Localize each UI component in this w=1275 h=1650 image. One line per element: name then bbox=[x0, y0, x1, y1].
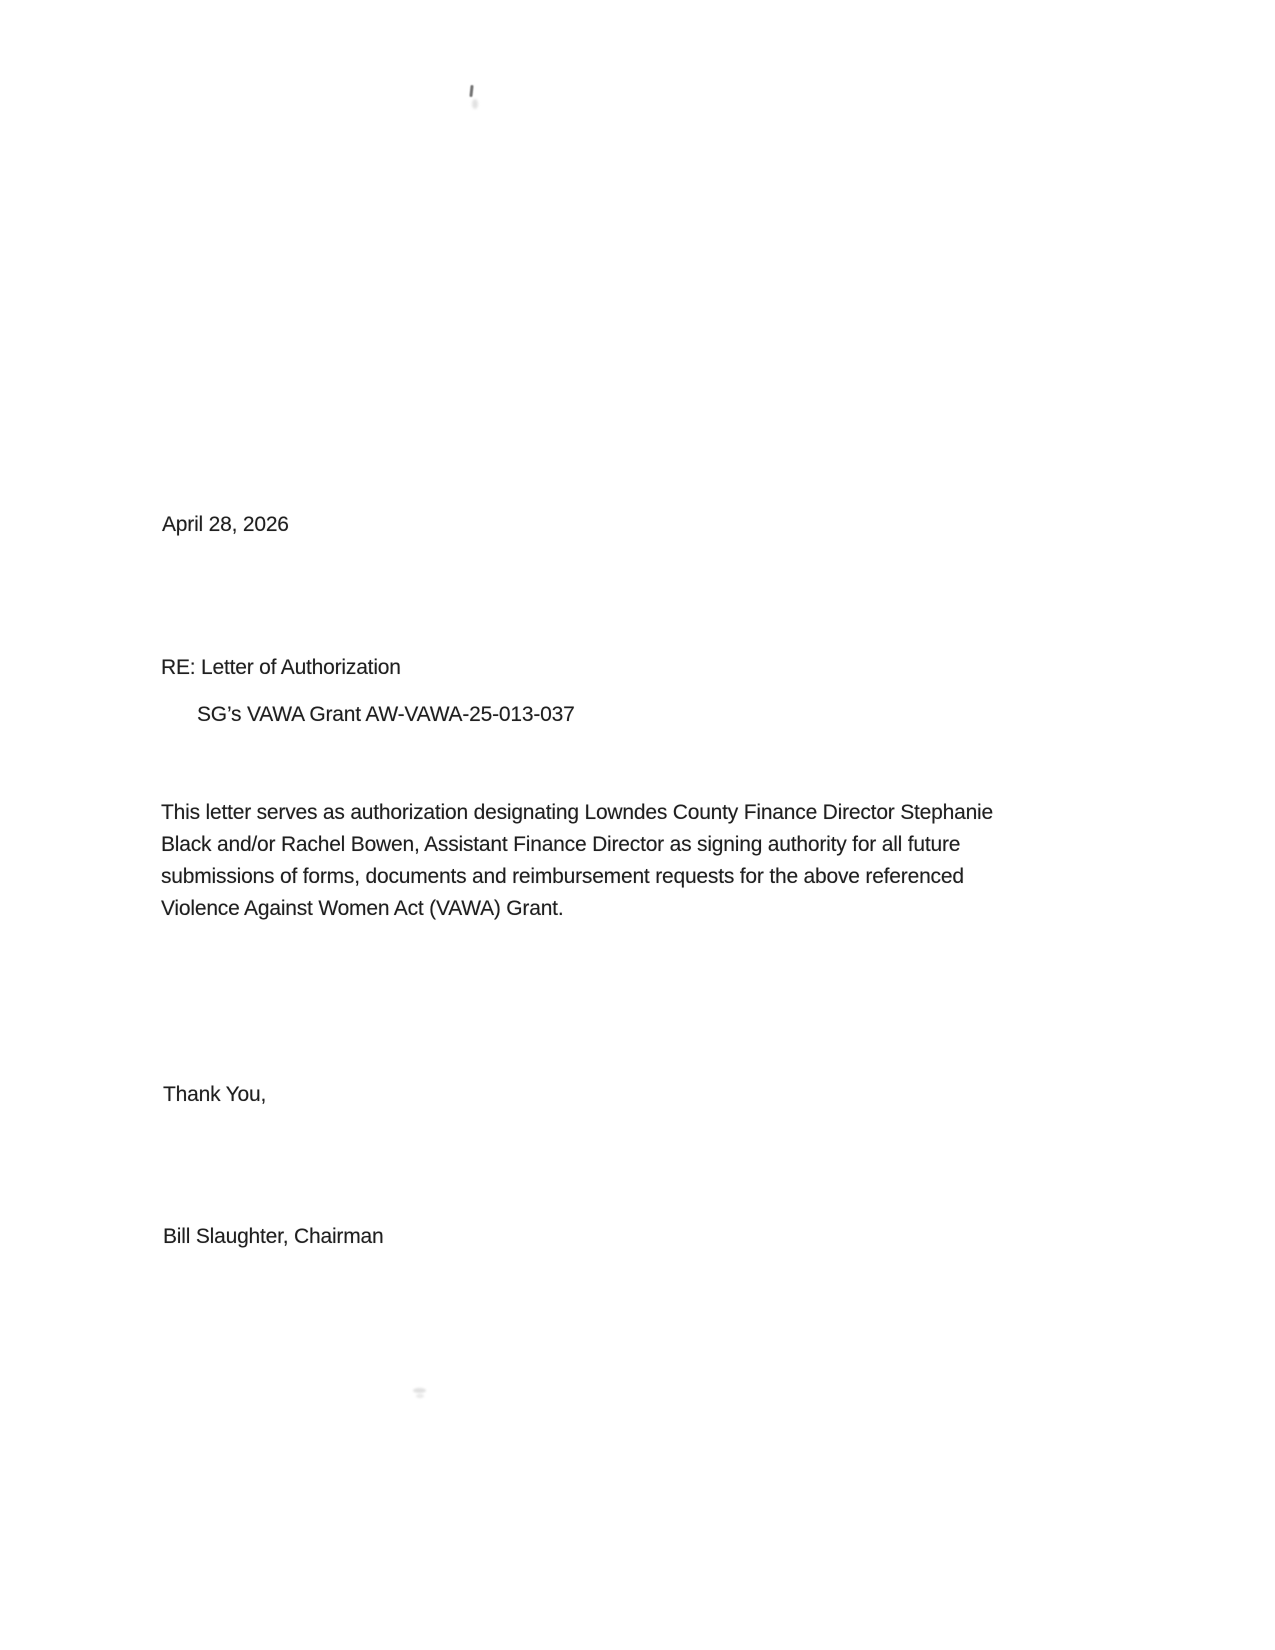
letter-date: April 28, 2026 bbox=[162, 513, 289, 536]
scan-speck-shadow-artifact bbox=[472, 99, 478, 109]
scan-smudge-artifact-2 bbox=[416, 1394, 424, 1398]
scan-speck-artifact bbox=[469, 85, 473, 97]
re-subject-line: RE: Letter of Authorization bbox=[161, 656, 401, 679]
signature-name-line: Bill Slaughter, Chairman bbox=[163, 1225, 384, 1248]
scan-smudge-artifact bbox=[413, 1388, 426, 1393]
grant-reference-line: SG’s VAWA Grant AW-VAWA-25-013-037 bbox=[197, 703, 575, 726]
closing-line: Thank You, bbox=[163, 1083, 267, 1106]
letter-body-paragraph: This letter serves as authorization designating Lowndes County Finance Director Stephanie Black and/or Rachel Bowen, Assistant Finance Director as signing authority for all future submissions of forms, documents and reimbursement requests for the above referenced Violence Against Women Act (VAWA) Grant. bbox=[161, 801, 994, 920]
